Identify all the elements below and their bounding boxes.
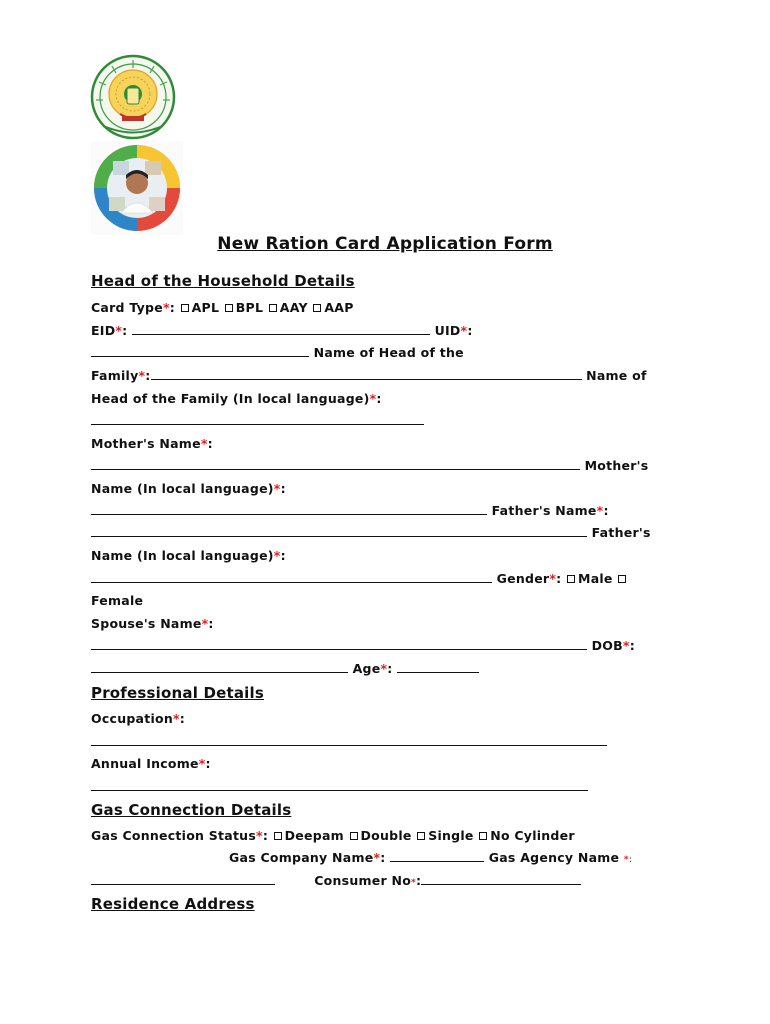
single-option-label: Single <box>428 828 474 843</box>
gas-company-label: Gas Company Name <box>229 850 374 865</box>
mother-name-row: Mother's Name*: <box>91 436 213 451</box>
father-local-label-part1: Father's <box>591 525 651 540</box>
female-checkbox[interactable] <box>618 575 626 583</box>
eid-uid-row: EID*: UID*: <box>91 323 473 338</box>
required-mark: * <box>622 638 630 653</box>
gas-company-input-line[interactable] <box>390 850 484 862</box>
female-option-label: Female <box>91 593 144 608</box>
name-local-label-part2: Head of the Family (In local language) <box>91 391 370 406</box>
name-local-input-line[interactable] <box>91 413 424 425</box>
mother-local-input-line[interactable] <box>91 503 487 515</box>
name-head-input-line[interactable] <box>151 368 582 380</box>
no-cylinder-checkbox[interactable] <box>479 832 487 840</box>
gas-agency-label: Gas Agency Name <box>488 850 620 865</box>
gender-row: Gender*: Male <box>91 571 629 586</box>
single-checkbox[interactable] <box>417 832 425 840</box>
mother-local-row <box>91 458 648 473</box>
required-mark: * <box>373 850 381 865</box>
gas-agency-input-line[interactable] <box>91 873 275 885</box>
required-mark: * <box>201 616 209 631</box>
apl-checkbox[interactable] <box>181 304 189 312</box>
form-title: New Ration Card Application Form <box>217 234 553 254</box>
name-local-label-part1: Name of <box>586 368 647 383</box>
required-mark: * <box>623 855 629 865</box>
dob-label: DOB <box>591 638 623 653</box>
no-cylinder-option-label: No Cylinder <box>490 828 575 843</box>
gas-status-row: Gas Connection Status*: Deepam Double Single No Cylinder <box>91 828 575 843</box>
family-row: Family*: Name of <box>91 368 647 383</box>
required-mark: * <box>162 300 170 315</box>
father-local-input-line[interactable] <box>91 571 492 583</box>
occupation-input-line[interactable] <box>91 734 607 746</box>
required-mark: * <box>200 436 208 451</box>
gas-status-label: Gas Connection Status <box>91 828 257 843</box>
leader-photo-image <box>91 141 183 235</box>
card-type-label: Card Type <box>91 300 163 315</box>
uid-label: UID <box>434 323 461 338</box>
required-mark: * <box>411 878 417 888</box>
name-head-label-part2: Family <box>91 368 139 383</box>
state-emblem-logo <box>90 52 176 142</box>
annual-income-label: Annual Income <box>91 756 199 771</box>
female-row <box>91 593 143 608</box>
section-head-household: Head of the Household Details <box>91 272 355 290</box>
occupation-label: Occupation <box>91 711 173 726</box>
apl-option-label: APL <box>191 300 220 315</box>
name-local-row: Head of the Family (In local language)*: <box>91 391 382 406</box>
double-checkbox[interactable] <box>350 832 358 840</box>
aap-checkbox[interactable] <box>313 304 321 312</box>
required-mark: * <box>198 756 206 771</box>
age-label: Age <box>352 661 381 676</box>
bpl-option-label: BPL <box>235 300 264 315</box>
gender-label: Gender <box>496 571 550 586</box>
mother-local-label-part1: Mother's <box>584 458 649 473</box>
spouse-name-input-line[interactable] <box>91 638 587 650</box>
required-mark: * <box>273 481 281 496</box>
deepam-option-label: Deepam <box>284 828 344 843</box>
required-mark: * <box>596 503 604 518</box>
father-local-row2: Name (In local language)*: <box>91 548 286 563</box>
mother-name-input-line[interactable] <box>91 458 580 470</box>
uid-name-row <box>91 345 464 360</box>
dob-row: DOB*: <box>91 638 635 653</box>
name-head-label-part1: Name of Head of the <box>313 345 464 360</box>
mother-local-label-part2: Name (In local language) <box>91 481 274 496</box>
consumer-no-label: Consumer No <box>314 873 412 888</box>
double-option-label: Double <box>360 828 412 843</box>
annual-income-input-line[interactable] <box>91 779 588 791</box>
section-professional: Professional Details <box>91 684 264 702</box>
aay-option-label: AAY <box>279 300 308 315</box>
deepam-checkbox[interactable] <box>274 832 282 840</box>
uid-input-line[interactable] <box>91 345 309 357</box>
father-name-input-line[interactable] <box>91 525 587 537</box>
card-type-row: Card Type*: APL BPL AAY AAP <box>91 300 354 315</box>
father-local-label-part2: Name (In local language) <box>91 548 274 563</box>
section-gas: Gas Connection Details <box>91 801 292 819</box>
required-mark: * <box>369 391 377 406</box>
required-mark: * <box>115 323 123 338</box>
occupation-row: Occupation*: <box>91 711 186 726</box>
age-input-line[interactable] <box>397 661 479 673</box>
dob-input-line[interactable] <box>91 661 348 673</box>
annual-income-input-row <box>91 779 588 794</box>
male-option-label: Male <box>578 571 613 586</box>
father-name-label: Father's Name <box>491 503 597 518</box>
bpl-checkbox[interactable] <box>225 304 233 312</box>
mother-local-row2: Name (In local language)*: <box>91 481 286 496</box>
gas-company-row: Gas Company Name*: Gas Agency Name *: <box>229 850 633 865</box>
required-mark: * <box>273 548 281 563</box>
spouse-name-row: Spouse's Name*: <box>91 616 214 631</box>
annual-income-row: Annual Income*: <box>91 756 211 771</box>
eid-input-line[interactable] <box>132 323 430 335</box>
age-row: Age*: <box>91 661 479 676</box>
consumer-no-input-line[interactable] <box>421 873 581 885</box>
required-mark: * <box>138 368 146 383</box>
male-checkbox[interactable] <box>567 575 575 583</box>
father-name-row: Father's Name*: <box>91 503 609 518</box>
eid-label: EID <box>91 323 116 338</box>
required-mark: * <box>256 828 263 843</box>
aap-option-label: AAP <box>324 300 354 315</box>
father-local-row <box>91 525 651 540</box>
required-mark: * <box>549 571 557 586</box>
occupation-input-row <box>91 734 607 749</box>
spouse-name-label: Spouse's Name <box>91 616 202 631</box>
aay-checkbox[interactable] <box>269 304 277 312</box>
required-mark: * <box>380 661 388 676</box>
name-local-input-row <box>91 413 424 428</box>
consumer-no-row: Consumer No*: <box>91 873 581 888</box>
required-mark: * <box>172 711 180 726</box>
required-mark: * <box>460 323 468 338</box>
section-residence: Residence Address <box>91 895 255 913</box>
mother-name-label: Mother's Name <box>91 436 201 451</box>
